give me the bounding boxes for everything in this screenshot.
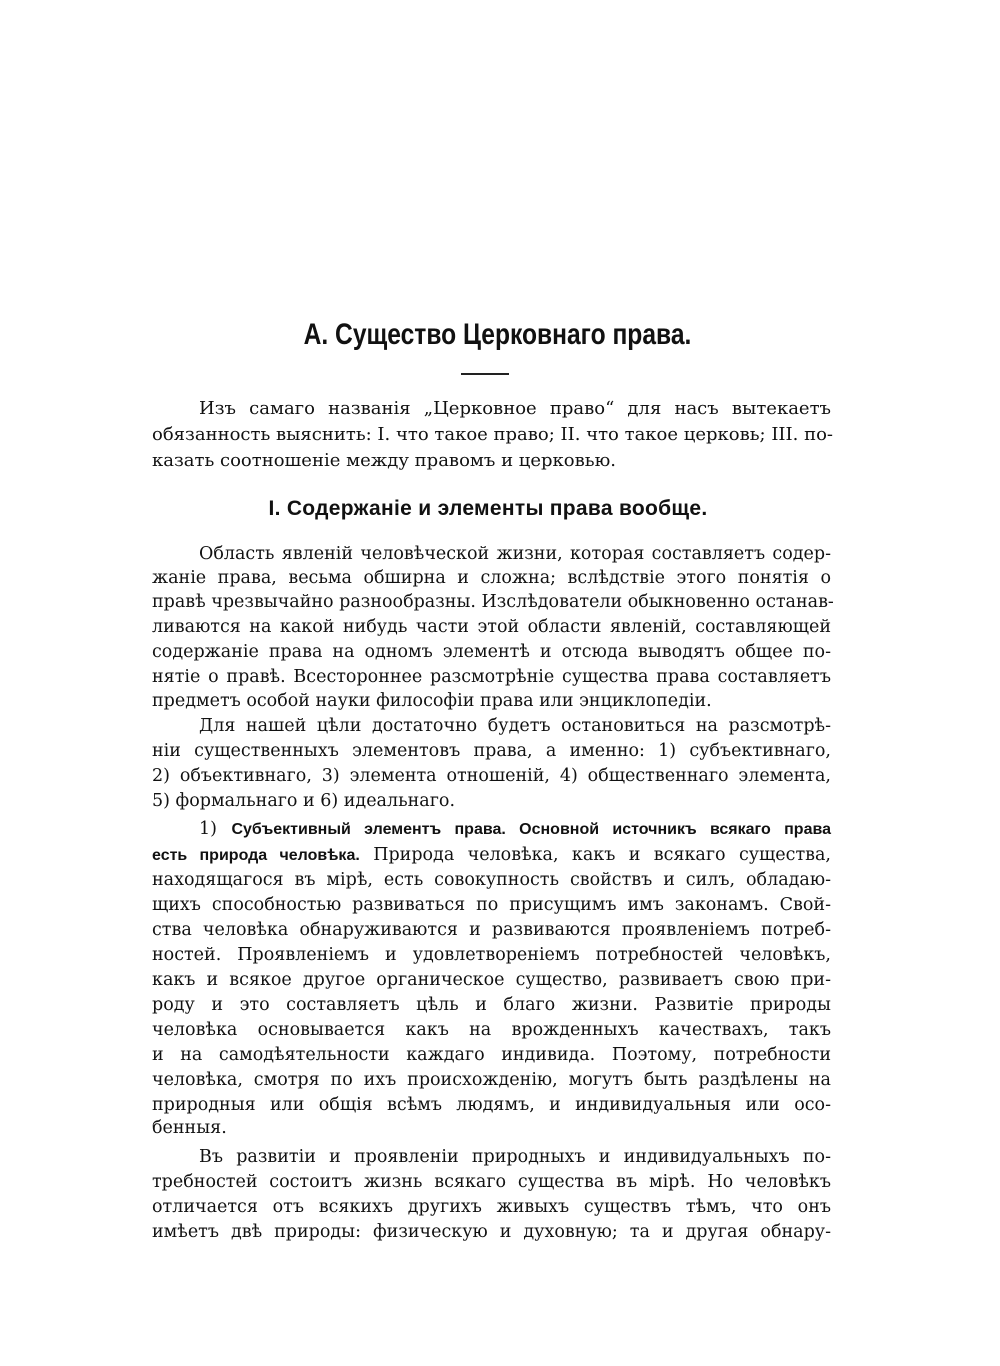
paragraph-line: и на самодѣятельности каждаго индивида. Поэтому, потребности: [152, 1045, 831, 1065]
paragraph-line: [152, 844, 831, 867]
section-heading: I. Содержаніе и элементы права вообще.: [268, 497, 708, 520]
paragraph-line: природныя или общія всѣмъ людямъ, и индивидуальныя или осо-: [152, 1095, 831, 1115]
bold-heading-text: Субъективный элементъ права. Основной источникъ всякаго права: [231, 821, 831, 838]
page-title: А. Существо Церковнаго права.: [303, 318, 692, 351]
paragraph-line: бенныя.: [152, 1118, 227, 1138]
paragraph-line: 5) формальнаго и 6) идеальнаго.: [152, 791, 456, 811]
paragraph-line: какъ и всякое другое органическое существо, развиваетъ свою при-: [152, 970, 831, 990]
paragraph-line: роду и это составляетъ цѣль и благо жизни. Развитіе природы: [152, 995, 831, 1015]
intro-line: казать соотношеніе между правомъ и церковью.: [152, 450, 616, 471]
paragraph-line: Въ развитіи и проявленіи природныхъ и индивидуальныхъ по-: [199, 1147, 831, 1167]
paragraph-line: щихъ способностью развиваться по присущимъ имъ законамъ. Свой-: [152, 895, 831, 915]
paragraph-line: нятіе о правѣ. Всестороннее разсмотрѣніе существа права составляетъ: [152, 667, 831, 687]
intro-line: Изъ самаго названія „Церковное право“ для насъ вытекаетъ: [199, 398, 831, 419]
paragraph-line: жаніе права, весьма обширна и сложна; вслѣдствіе этого понятія о: [152, 568, 831, 588]
paragraph-line: человѣка основывается какъ на врожденныхъ качествахъ, такъ: [152, 1020, 831, 1040]
paragraph-line: отличается отъ всякихъ другихъ живыхъ существъ тѣмъ, что онъ: [152, 1197, 831, 1217]
paragraph-line: имѣетъ двѣ природы: физическую и духовную; та и другая обнару-: [152, 1222, 831, 1242]
paragraph-line: ства человѣка обнаруживаются и развиваются проявленіемъ потреб-: [152, 920, 831, 940]
paragraph-line: содержаніе права на одномъ элементѣ и отсюда выводятъ общее по-: [152, 642, 831, 662]
title-divider: [461, 373, 509, 375]
paragraph-line: правѣ чрезвычайно разнообразны. Изслѣдователи обыкновенно останав-: [152, 592, 834, 612]
list-number: 1): [199, 819, 217, 839]
paragraph-line: находящагося въ мірѣ, есть совокупность свойствъ и силъ, обладаю-: [152, 870, 831, 890]
paragraph-text: Природа человѣка, какъ и всякаго существа,: [373, 845, 831, 865]
paragraph-line: 2) объективнаго, 3) элемента отношеній, 4) общественнаго элемента,: [152, 766, 831, 786]
paragraph-line: человѣка, смотря по ихъ происхожденію, могутъ быть раздѣлены на: [152, 1070, 831, 1090]
paragraph-line: Область явленій человѣческой жизни, которая составляетъ содер-: [199, 544, 831, 564]
paragraph-line: ливаются на какой нибудь части этой области явленій, составляющей: [152, 617, 831, 637]
bold-heading-text: есть природа человѣка.: [152, 847, 360, 864]
paragraph-line: [199, 818, 831, 841]
paragraph-line: ніи существенныхъ элементовъ права, а именно: 1) субъективнаго,: [152, 741, 831, 761]
paragraph-line: требностей состоитъ жизнь всякаго существа въ мірѣ. Но человѣкъ: [152, 1172, 831, 1192]
paragraph-line: ностей. Проявленіемъ и удовлетвореніемъ потребностей человѣкъ,: [152, 945, 831, 965]
paragraph-line: предметъ особой науки философіи права или энциклопедіи.: [152, 691, 712, 711]
paragraph-line: Для нашей цѣли достаточно будетъ остановиться на разсмотрѣ-: [199, 716, 831, 736]
intro-line: обязанность выяснить: I. что такое право; II. что такое церковь; III. по-: [152, 424, 834, 445]
